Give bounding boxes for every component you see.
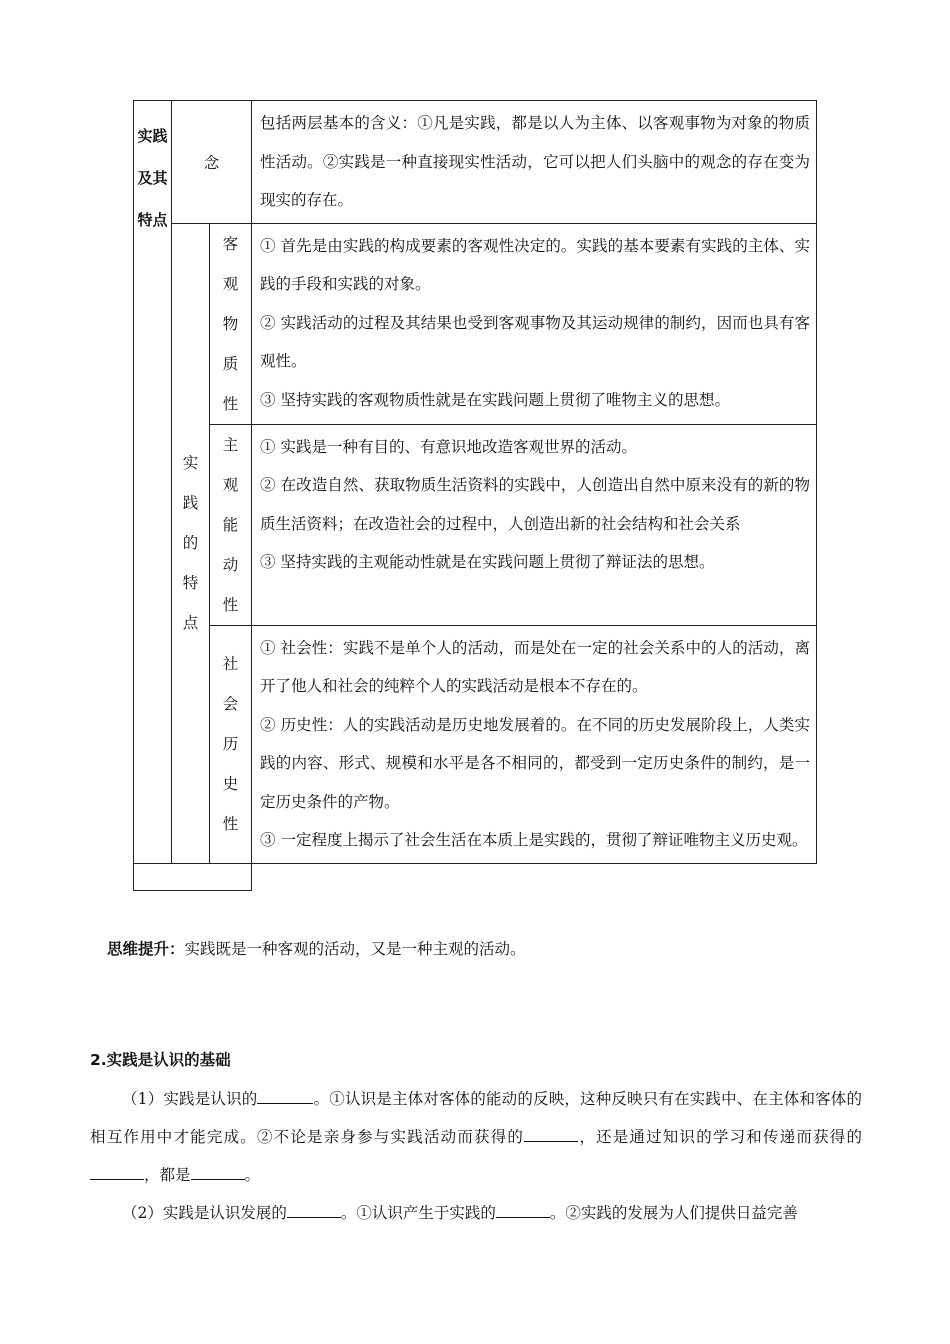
knowledge-table — [133, 100, 817, 891]
feature-content-cell — [252, 625, 817, 863]
label-char: 会 — [222, 695, 239, 713]
empty-cell — [134, 863, 252, 890]
features-label-cell — [172, 223, 210, 863]
thinking-note — [107, 937, 526, 959]
fill-blank[interactable] — [496, 1200, 550, 1218]
thinking-label: 思维提升： — [107, 940, 185, 958]
p2-text-b: 。①认识产生于实践的 — [340, 1204, 496, 1222]
label-char: 性 — [222, 595, 239, 614]
feature-row — [134, 625, 817, 863]
p2-text-c: 。②实践的发展为人们提供日益完善 — [549, 1204, 798, 1222]
feature-line: ② 历史性：人的实践活动是历史地发展着的。在不同的历史发展阶段上，人类实践的内容、形式、规模和水平是各不相同的，都受到一定历史条件的制约，是一定历史条件的产物。 — [260, 715, 810, 811]
p1-text-b: 。①认识是主体对客体的能动的反映，这种反映只有在实践中、在主体和客体的相互作用中才能完成。②不论是亲身参与实践活动而获得的 — [90, 1090, 862, 1146]
label-char: 的 — [182, 534, 199, 552]
section-body — [90, 1080, 862, 1232]
fill-blank[interactable] — [257, 1086, 313, 1104]
feature-lines-initiative — [260, 428, 810, 582]
feature-content-cell — [252, 424, 817, 625]
outer-label-cell — [134, 101, 172, 864]
label-char: 客 — [222, 234, 239, 253]
feature-line: ① 实践是一种有目的、有意识地改造客观世界的活动。 — [260, 437, 637, 456]
feature-line: ② 实践活动的过程及其结果也受到客观事物及其运动规律的制约，因而也具有客观性。 — [260, 313, 810, 370]
feature-label-cell — [210, 424, 252, 625]
feature-label-cell — [210, 625, 252, 863]
concept-text-cell — [252, 101, 817, 224]
label-char: 物 — [222, 314, 239, 333]
label-char: 社 — [222, 655, 239, 673]
feature-label-social — [210, 644, 251, 844]
concept-row — [134, 101, 817, 224]
feature-label-cell — [210, 223, 252, 424]
p1-text-c: ，还是通过知识的学习和传递而获得的 — [578, 1128, 862, 1146]
feature-line: ② 在改造自然、获取物质生活资料的实践中，人创造出自然中原来没有的新的物质生活资料；在改造社会的过程中，人创造出新的社会结构和社会关系 — [260, 476, 810, 533]
label-char: 动 — [222, 555, 239, 574]
fill-blank[interactable] — [90, 1162, 144, 1180]
feature-row — [134, 424, 817, 625]
p1-text-a: （1）实践是认识的 — [122, 1090, 258, 1108]
p2-text-a: （2）实践是认识发展的 — [122, 1204, 287, 1222]
p1-text-d: ，都是 — [144, 1166, 191, 1184]
label-char: 史 — [222, 775, 239, 793]
label-char: 质 — [222, 354, 239, 373]
section-title: 2.实践是认识的基础 — [90, 1051, 231, 1069]
label-char: 践 — [182, 494, 199, 512]
label-char: 点 — [182, 614, 199, 632]
feature-lines-social — [260, 629, 810, 860]
paragraph-2 — [90, 1194, 862, 1232]
feature-line: ① 首先是由实践的构成要素的客观性决定的。实践的基本要素有实践的主体、实践的手段和实践的对象。 — [260, 236, 810, 293]
label-char: 性 — [222, 815, 239, 833]
label-char: 能 — [222, 515, 239, 534]
concept-text: 包括两层基本的含义：①凡是实践，都是以人为主体、以客观事物为对象的物质性活动。②实践是一种直接现实性活动，它可以把人们头脑中的观念的存在变为现实的存在。 — [260, 114, 810, 209]
empty-row — [134, 863, 817, 890]
outer-label: 实践及其特点 — [137, 127, 168, 229]
fill-blank[interactable] — [191, 1162, 245, 1180]
label-char: 观 — [222, 274, 239, 293]
feature-label-initiative — [210, 425, 251, 625]
p1-text-e: 。 — [244, 1166, 261, 1184]
feature-row — [134, 223, 817, 424]
features-label — [172, 443, 209, 643]
fill-blank[interactable] — [524, 1124, 578, 1142]
label-char: 历 — [222, 735, 239, 753]
thinking-text: 实践既是一种客观的活动，又是一种主观的活动。 — [184, 940, 526, 958]
label-char: 主 — [222, 435, 239, 454]
feature-content-cell — [252, 223, 817, 424]
feature-lines-objective — [260, 227, 810, 420]
feature-line: ③ 坚持实践的客观物质性就是在实践问题上贯彻了唯物主义的思想。 — [260, 390, 730, 409]
label-char: 观 — [222, 475, 239, 494]
feature-line: ① 社会性：实践不是单个人的活动，而是处在一定的社会关系中的人的活动，离开了他人和社会的纯粹个人的实践活动是根本不存在的。 — [260, 638, 810, 695]
label-char: 性 — [222, 394, 239, 413]
fill-blank[interactable] — [287, 1200, 341, 1218]
label-char: 实 — [182, 454, 199, 472]
feature-line: ③ 一定程度上揭示了社会生活在本质上是实践的，贯彻了辩证唯物主义历史观。 — [260, 831, 808, 849]
feature-line: ③ 坚持实践的主观能动性就是在实践问题上贯彻了辩证法的思想。 — [260, 553, 715, 571]
concept-label-cell — [172, 101, 252, 224]
label-char: 特 — [182, 574, 199, 592]
feature-label-objective — [210, 224, 251, 424]
concept-label: 念 — [203, 153, 220, 172]
paragraph-1 — [90, 1080, 862, 1194]
